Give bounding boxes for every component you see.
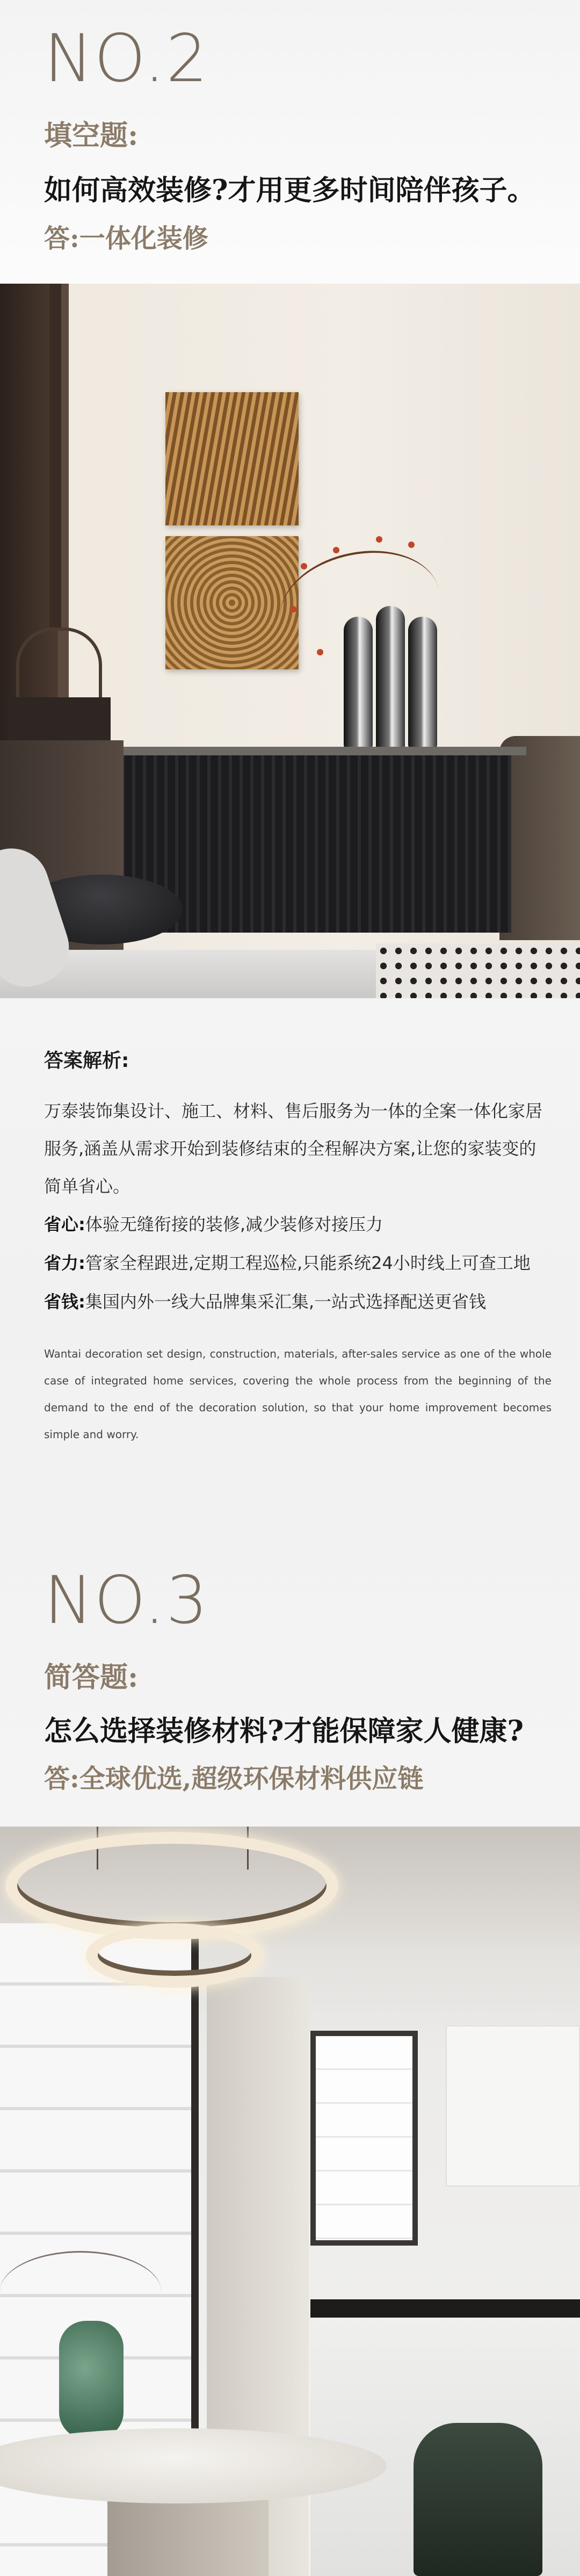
analysis-english: Wantai decoration set design, construction, materials, after-sales service as one of the whole case of integrated home services, covering the whole process from the beginning of the demand to the end of the decoration solution, so that your home improvement becomes simple and worry. bbox=[44, 1347, 552, 1441]
patterned-rug bbox=[376, 943, 580, 998]
vase bbox=[376, 606, 405, 751]
lamp-handle bbox=[16, 627, 102, 697]
cabinet-top bbox=[113, 747, 526, 755]
question-type: 简答题: bbox=[44, 1661, 139, 1694]
berry bbox=[376, 536, 382, 543]
vase bbox=[344, 617, 373, 750]
question-text: 怎么选择装修材料?才能保障家人健康? bbox=[44, 1715, 524, 1748]
lamp-base bbox=[9, 697, 111, 740]
question-type: 填空题: bbox=[44, 119, 139, 152]
analysis-heading: 答案解析: bbox=[44, 1050, 129, 1072]
berry bbox=[408, 542, 415, 548]
section-number: NO.2 bbox=[44, 20, 209, 97]
analysis-point bbox=[44, 1244, 543, 1282]
green-vase bbox=[59, 2321, 124, 2439]
section-number: NO.3 bbox=[44, 1562, 209, 1639]
dining-chair bbox=[414, 2423, 542, 2576]
plant-branches bbox=[0, 2251, 161, 2332]
question-section-2 bbox=[0, 0, 580, 284]
question-text: 如何高效装修?才用更多时间陪伴孩子。 bbox=[44, 174, 535, 207]
point-text: 管家全程跟进,定期工程巡检,只能系统24小时线上可查工地 bbox=[85, 1253, 531, 1273]
berry bbox=[317, 649, 323, 655]
analysis-point bbox=[44, 1205, 543, 1244]
armchair bbox=[499, 736, 580, 940]
living-room-photo bbox=[0, 284, 580, 998]
point-text: 集国内外一线大品牌集采汇集,一站式选择配送更省钱 bbox=[85, 1291, 486, 1312]
wall-art-lower bbox=[165, 536, 299, 669]
chandelier-ring-small bbox=[86, 1923, 263, 1988]
kitchen-window bbox=[310, 2031, 418, 2246]
vase bbox=[408, 617, 437, 750]
question-section-3 bbox=[0, 1547, 580, 1827]
point-text: 体验无缝衔接的装修,减少装修对接压力 bbox=[85, 1214, 383, 1235]
berry bbox=[301, 563, 307, 569]
berry bbox=[290, 606, 296, 612]
answer-text: 答:全球优选,超级环保材料供应链 bbox=[44, 1764, 424, 1794]
answer-text: 答:一体化装修 bbox=[44, 223, 208, 254]
wall-art-upper bbox=[165, 392, 299, 525]
kitchen-counter bbox=[310, 2299, 580, 2318]
answer-analysis bbox=[44, 1045, 552, 1448]
analysis-point bbox=[44, 1282, 543, 1321]
point-label: 省力: bbox=[44, 1253, 85, 1273]
analysis-intro: 万泰装饰集设计、施工、材料、售后服务为一体的全案一体化家居服务,涵盖从需求开始到装修结束的全程解决方案,让您的家装变的简单省心。 bbox=[44, 1101, 543, 1196]
dining-kitchen-photo bbox=[0, 1827, 580, 2576]
point-label: 省钱: bbox=[44, 1291, 85, 1312]
lamp-pole bbox=[49, 284, 61, 627]
point-label: 省心: bbox=[44, 1214, 85, 1235]
upper-cabinet bbox=[446, 2025, 580, 2187]
berry bbox=[333, 547, 339, 553]
